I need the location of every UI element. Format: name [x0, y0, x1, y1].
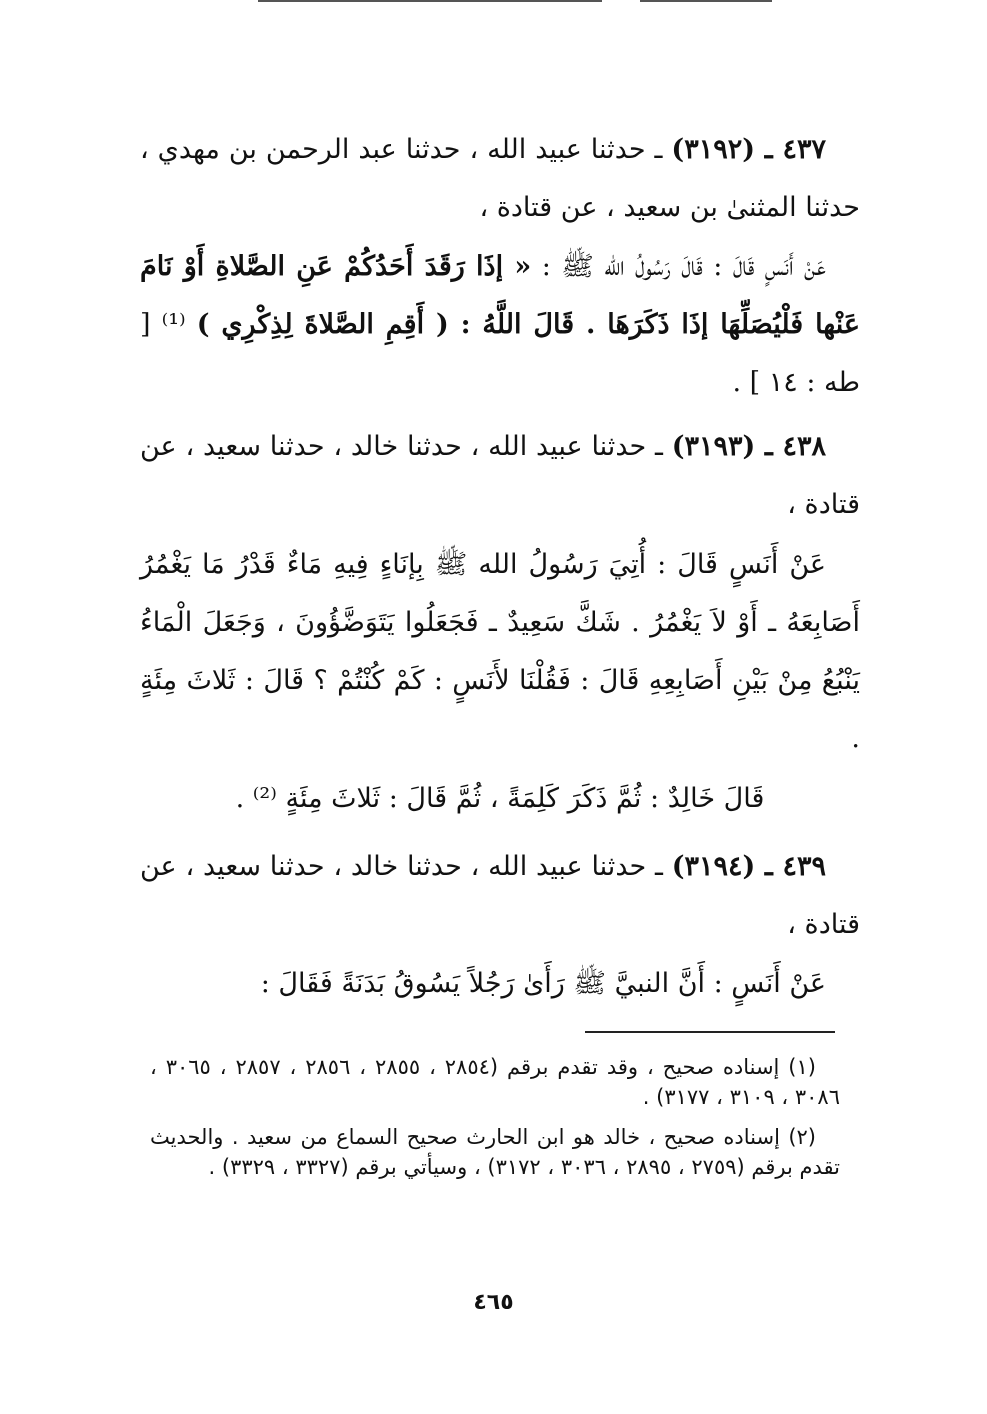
matn-paragraph: عَنْ أَنَسٍ : أَنَّ النبيَّ ﷺ رَأَىٰ رَجُلاً يَسُوقُ بَدَنَةً فَقَالَ :: [260, 968, 826, 999]
matn-prefix: عَنْ أَنَسٍ قَالَ : قَالَ رَسُولُ الله ﷺ :: [531, 251, 826, 282]
matn-suffix: ⁽¹⁾ [ طه : ١٤ ] .: [140, 309, 860, 398]
hadith-number: ٤٣٩ ـ (٣١٩٤): [671, 851, 826, 882]
top-border-line: [258, 0, 602, 2]
entry-439: [140, 838, 860, 954]
matn-paragraph: [140, 238, 860, 412]
page-number: ٤٦٥: [473, 1290, 514, 1315]
isnad-text: ـ حدثنا عبيد الله ، حدثنا خالد ، حدثنا سعيد ، عن قتادة ،: [140, 431, 860, 520]
hadith-number: ٤٣٧ ـ (٣١٩٢): [671, 134, 826, 165]
footnote-1: (١) إسناده صحيح ، وقد تقدم برقم (٢٨٥٤ ، ٢٨٥٥ ، ٢٨٥٦ ، ٢٨٥٧ ، ٣٠٦٥ ، ٣٠٨٦ ، ٣١٠٩ ، ٣١٧٧) .: [150, 1055, 840, 1109]
top-border-line-right: [640, 0, 772, 2]
entry-437: [140, 121, 860, 237]
matn-quote: « إذَا رَقَدَ أَحَدُكُمْ عَنِ الصَّلاةِ أَوْ نَامَ عَنْها فَلْيُصَلِّهَا إذَا ذَكَرَهَا . قَالَ اللَّهُ : ( أَقِمِ الصَّلاةَ لِذِكْرِي ): [140, 251, 860, 340]
isnad-text: ـ حدثنا عبيد الله ، حدثنا عبد الرحمن بن مهدي ، حدثنا المثنىٰ بن سعيد ، عن قتادة ،: [140, 134, 860, 223]
footnote-2: (٢) إسناده صحيح ، خالد هو ابن الحارث صحيح السماع من سعيد . والحديث تقدم برقم (٢٧٥٩ ، ٢٨٩٥ ، ٣٠٣٦ ، ٣١٧٢) ، وسيأتي برقم (٣٣٢٧ ، ٣٣٢٩) .: [150, 1125, 840, 1179]
entry-438-matn: [140, 536, 860, 768]
footnote-separator: [585, 1031, 835, 1033]
entry-438: [140, 418, 860, 534]
matn-paragraph: عَنْ أَنَسٍ قَالَ : أُتِيَ رَسُولُ الله ﷺ بِإنَاءٍ فِيهِ مَاءٌ قَدْرُ مَا يَغْمُرُ أَصَابِعَهُ ـ أَوْ لاَ يَغْمُرُ . شَكَّ سَعِيدٌ ـ فَجَعَلُوا يَتَوَضَّؤُونَ ، وَجَعَلَ الْمَاءُ يَنْبُعُ مِنْ بَيْنِ أَصَابِعِهِ قَالَ : فَقُلْنَا لأَنَسٍ : كَمْ كُنْتُمْ ؟ قَالَ : ثَلاثَ مِئَةٍ .: [140, 549, 860, 754]
khalid-line: قَالَ خَالِدٌ : ثُمَّ ذَكَرَ كَلِمَةً ، ثُمَّ قَالَ : ثَلاثَ مِئَةٍ ⁽²⁾ .: [235, 783, 765, 814]
entry-439-matn: [140, 955, 860, 1013]
footnotes: [150, 1052, 840, 1192]
entry-437-matn: [140, 238, 860, 412]
isnad-paragraph: [140, 838, 860, 954]
isnad-text: ـ حدثنا عبيد الله ، حدثنا خالد ، حدثنا سعيد ، عن قتادة ،: [140, 851, 860, 940]
hadith-number: ٤٣٨ ـ (٣١٩٣): [671, 431, 826, 462]
isnad-paragraph: [140, 121, 860, 237]
entry-438-khalid: [140, 770, 860, 828]
isnad-paragraph: [140, 418, 860, 534]
